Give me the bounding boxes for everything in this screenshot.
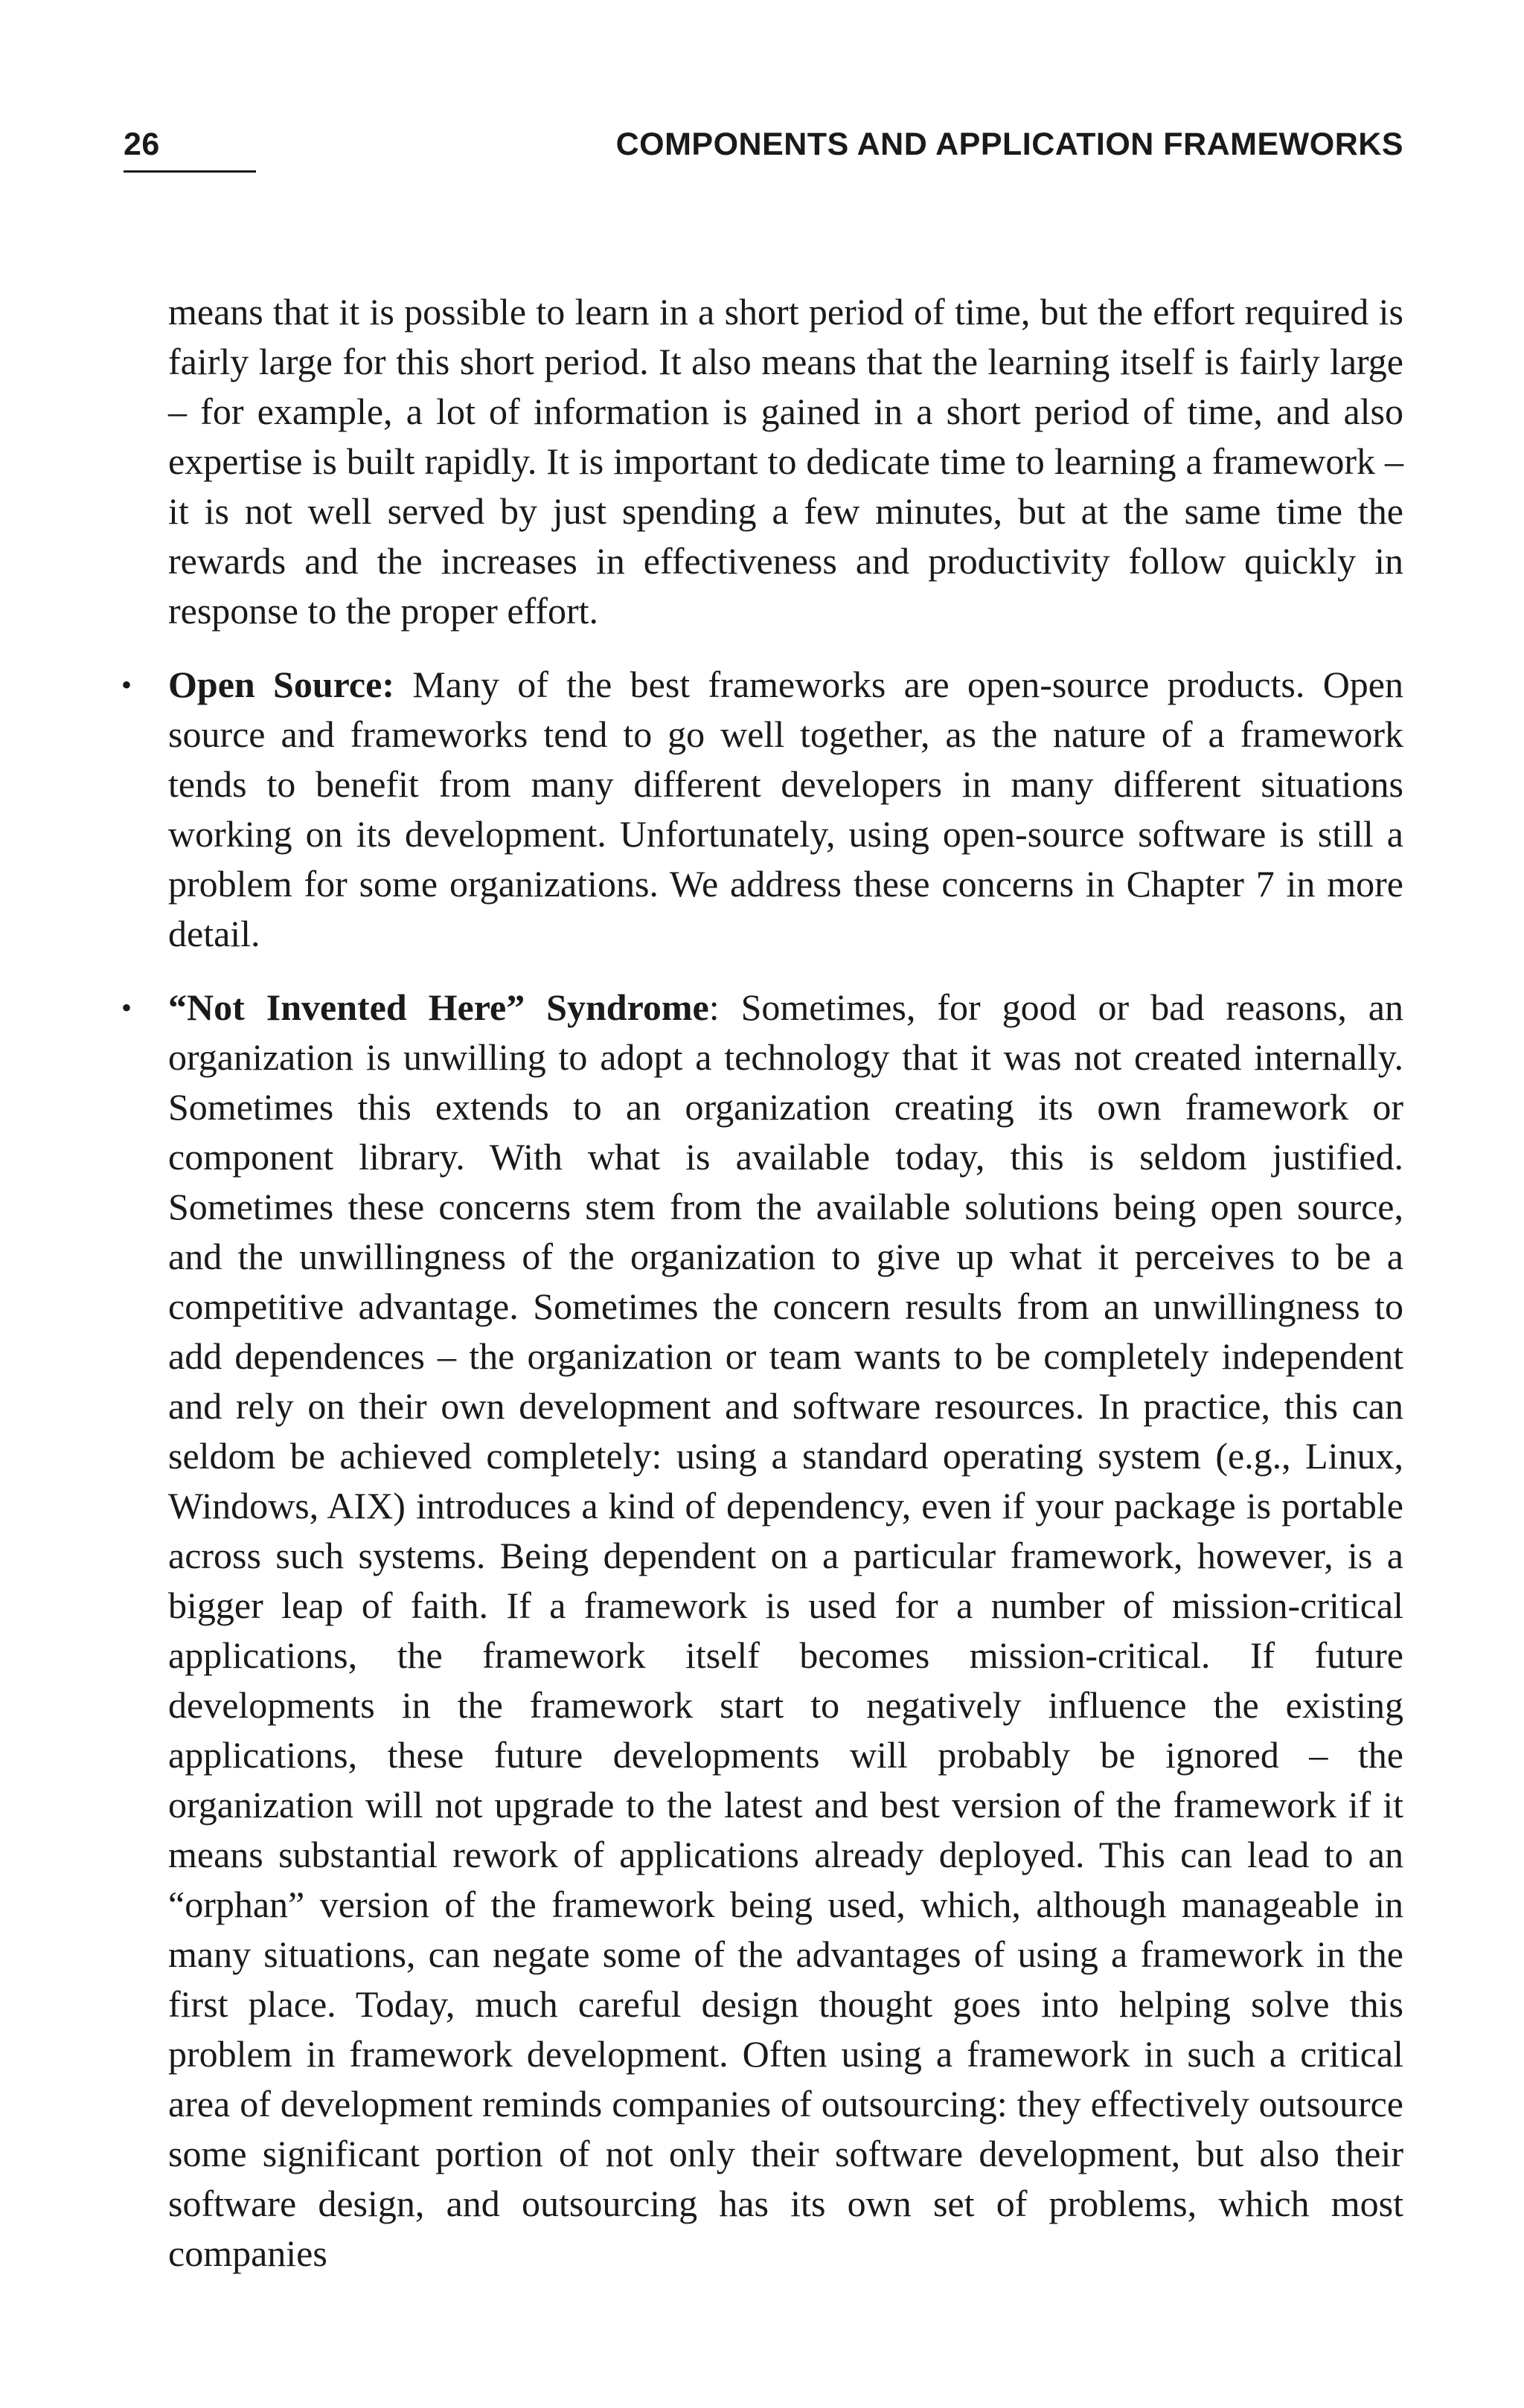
page-number: 26 <box>124 126 256 173</box>
bullet-icon: • <box>121 991 132 1024</box>
bullet-text: Many of the best frameworks are open-source products. Open source and frameworks tend to go well together, as the nature of a framework tends to benefit from many different developers in many different situations working on its development. Unfortunately, using open-source software is still a problem for some organizations. We address these concerns in Chapter 7 in more detail. <box>168 664 1403 954</box>
bullet-term: “Not Invented Here” Syndrome <box>168 986 709 1028</box>
chapter-title: COMPONENTS AND APPLICATION FRAMEWORKS <box>615 126 1403 162</box>
bullet-term: Open Source: <box>168 664 394 705</box>
bullet-item-open-source <box>121 660 1403 959</box>
continuation-paragraph: means that it is possible to learn in a short period of time, but the effort required is fairly large for this short period. It also means that the learning itself is fairly large – for example, a lot of information is gained in a short period of time, and also expertise is built rapidly. It is important to dedicate time to learning a framework – it is not well served by just spending a few minutes, but at the same time the rewards and the increases in effectiveness and productivity follow quickly in response to the proper effort. <box>168 291 1403 632</box>
bullet-item-not-invented-here <box>121 983 1403 2279</box>
bullet-text: : Sometimes, for good or bad reasons, an organization is unwilling to adopt a technology that it was not created internally. Sometimes this extends to an organization creating its own framework or component library. With what is available today, this is seldom justified. Sometimes these concerns stem from the available solutions being open source, and the unwillingness of the organization to give up what it perceives to be a competitive advantage. Sometimes the concern results from an unwillingness to add dependences – the organization or team wants to be completely independent and rely on their own development and software resources. In practice, this can seldom be achieved completely: using a standard operating system (e.g., Linux, Windows, AIX) introduces a kind of dependency, even if your package is portable across such systems. Being dependent on a particular framework, however, is a bigger leap of faith. If a framework is used for a number of mission-critical applications, the framework itself becomes mission-critical. If future developments in the framework start to negatively influence the existing applications, these future developments will probably be ignored – the organization will not upgrade to the latest and best version of the framework if it means substantial rework of applications already deployed. This can lead to an “orphan” version of the framework being used, which, although manageable in many situations, can negate some of the advantages of using a framework in the first place. Today, much careful design thought goes into helping solve this problem in framework development. Often using a framework in such a critical area of development reminds companies of outsourcing: they effectively outsource some significant portion of not only their software development, but also their software design, and outsourcing has its own set of problems, which most companies <box>168 986 1403 2274</box>
running-head <box>124 126 1403 171</box>
body-text <box>121 287 1403 2302</box>
bullet-icon: • <box>121 668 132 701</box>
